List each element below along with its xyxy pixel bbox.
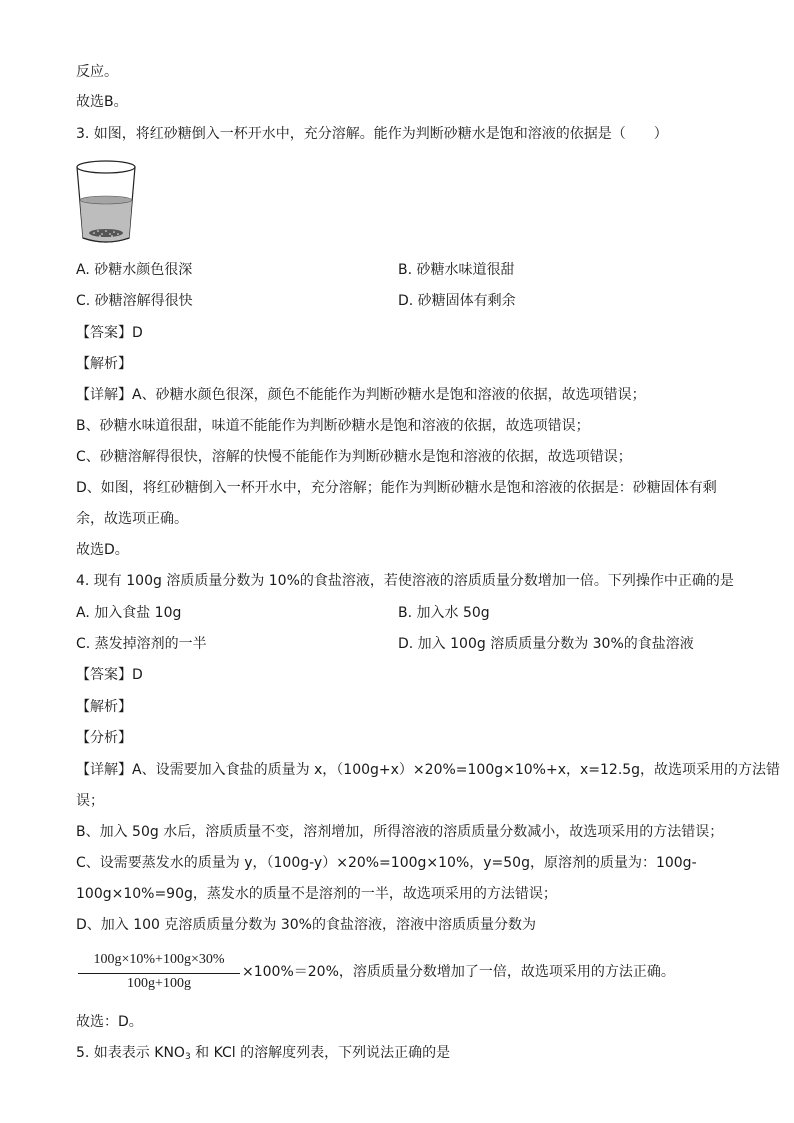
answer-3: 【答案】D (76, 325, 143, 341)
fraction-expression (76, 952, 242, 996)
line-select-b: 故选B。 (76, 94, 128, 110)
option-3c: C. 砂糖溶解得很快 (76, 293, 193, 309)
option-4d: D. 加入 100g 溶质质量分数为 30%的食盐溶液 (398, 636, 694, 652)
option-3b: B. 砂糖水味道很甜 (398, 262, 515, 278)
question-5 (76, 1043, 450, 1067)
option-3a: A. 砂糖水颜色很深 (76, 262, 193, 278)
detail-3c: C、砂糖溶解得很快，溶解的快慢不能能作为判断砂糖水是饱和溶液的依据，故选项错误； (76, 449, 632, 465)
detail-3d-line1: D、如图，将红砂糖倒入一杯开水中，充分溶解；能作为判断砂糖水是饱和溶液的依据是：砂糖固体有剩 (76, 480, 717, 496)
detail-3a: 【详解】A、砂糖水颜色很深，颜色不能能作为判断砂糖水是饱和溶液的依据，故选项错误； (76, 387, 646, 403)
detail-4b: B、加入 50g 水后，溶质质量不变，溶剂增加，所得溶液的溶质质量分数减小，故选项采用的方法错误； (76, 824, 724, 840)
option-4c: C. 蒸发掉溶剂的一半 (76, 636, 207, 652)
fraction-numerator: 100g×10%+100g×30% (93, 952, 225, 967)
select-3: 故选D。 (76, 542, 129, 558)
question-5-suffix: 和 KCl 的溶解度列表，下列说法正确的是 (190, 1045, 451, 1061)
detail-4a-line2: 误； (76, 793, 104, 809)
question-4: 4. 现有 100g 溶质质量分数为 10%的食盐溶液，若使溶液的溶质质量分数增加一倍。下列操作中正确的是 (76, 573, 734, 589)
select-4: 故选：D。 (76, 1014, 143, 1030)
analysis-3-heading: 【解析】 (76, 356, 132, 372)
analysis-4-heading: 【解析】 (76, 699, 132, 715)
detail-4c-line1: C、设需要蒸发水的质量为 y，（100g-y）×20%=100g×10%，y=50g，原溶剂的质量为：100g- (76, 855, 697, 871)
option-4a: A. 加入食盐 10g (76, 605, 182, 621)
detail-4a-line1: 【详解】A、设需要加入食盐的质量为 x，（100g+x）×20%=100g×10%+x，x=12.5g，故选项采用的方法错 (76, 762, 781, 778)
fraction-denominator: 100g+100g (127, 976, 191, 991)
answer-4: 【答案】D (76, 667, 143, 683)
fraction-bar (78, 973, 240, 974)
detail-3b: B、砂糖水味道很甜，味道不能能作为判断砂糖水是饱和溶液的依据，故选项错误； (76, 418, 590, 434)
detail-4c-line2: 100g×10%=90g，蒸发水的质量不是溶剂的一半，故选项采用的方法错误； (76, 886, 557, 902)
question-5-prefix: 5. 如表表示 KNO (76, 1045, 185, 1061)
option-4b: B. 加入水 50g (398, 605, 490, 621)
fenxi-4-heading: 【分析】 (76, 730, 132, 746)
detail-3d-line2: 余，故选项正确。 (76, 511, 188, 527)
line-reaction: 反应。 (76, 64, 118, 80)
question-3: 3. 如图，将红砂糖倒入一杯开水中，充分溶解。能作为判断砂糖水是饱和溶液的依据是（ ） (76, 126, 668, 142)
question-5-subscript: 3 (184, 1052, 191, 1062)
beaker-illustration (74, 158, 140, 246)
option-3d: D. 砂糖固体有剩余 (398, 293, 516, 309)
fraction-tail-text: ×100%＝20%，溶质质量分数增加了一倍，故选项采用的方法正确。 (242, 964, 675, 980)
detail-4d-line1: D、加入 100 克溶质质量分数为 30%的食盐溶液，溶液中溶质质量分数为 (76, 917, 536, 933)
